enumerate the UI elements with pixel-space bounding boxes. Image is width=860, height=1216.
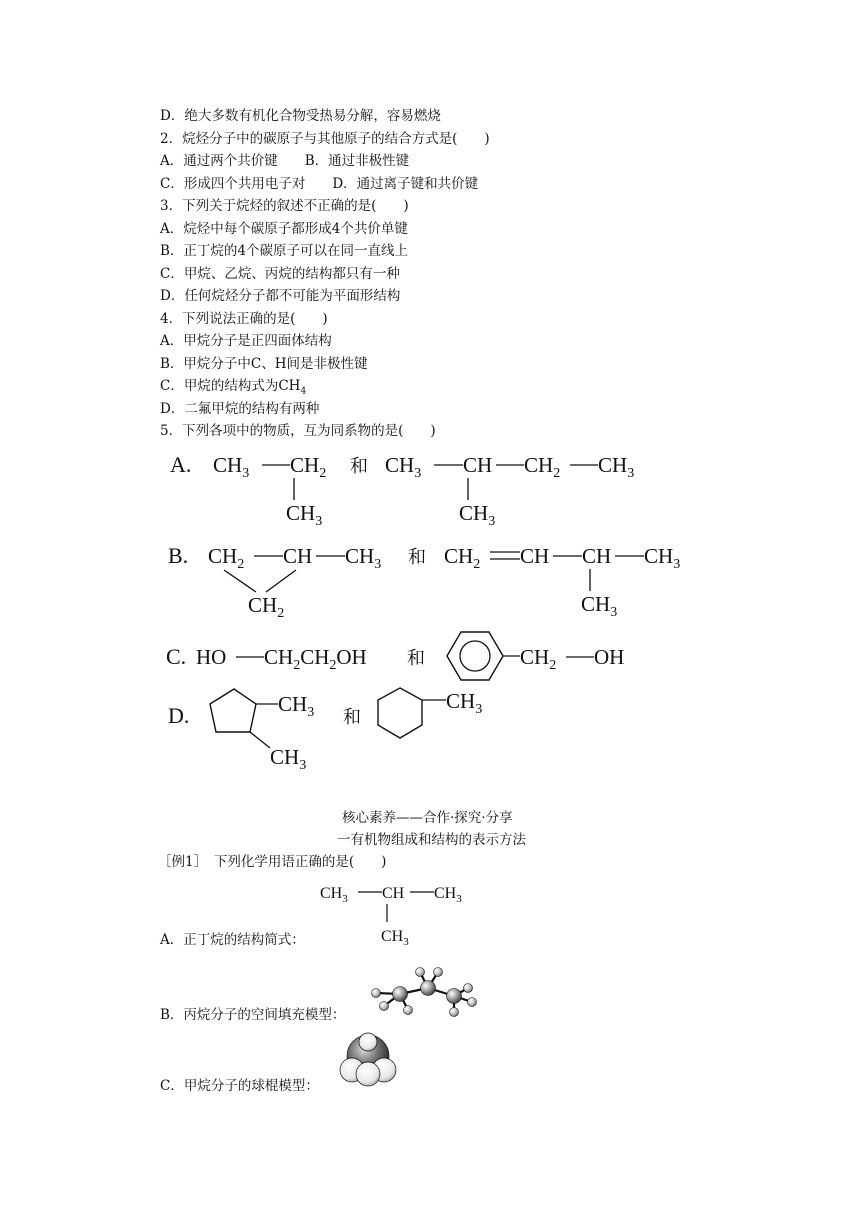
section-title: 核心素养——合作·探究·分享 — [342, 810, 513, 826]
q3-option-c: C．甲烷、乙烷、丙烷的结构都只有一种 — [160, 266, 400, 282]
q2-options-ab: A．通过两个共价键 B．通过非极性键 — [160, 153, 410, 169]
example-option-a: A．正丁烷的结构简式： — [160, 932, 305, 948]
a-he: 和 — [350, 456, 368, 477]
q2-options-cd: C．形成四个共用电子对 D．通过离子键和共价键 — [160, 176, 479, 192]
ex-a-ch3-2: $CH_3$ — [434, 885, 462, 905]
b-ring-ch2-1: $CH_2$ — [208, 544, 245, 572]
section-subtitle: 一有机物组成和结构的表示方法 — [337, 832, 526, 848]
c-right-ch2: $CH_2$ — [520, 645, 557, 673]
c-ho: HO — [196, 645, 227, 669]
example-option-b: B．丙烷分子的空间填充模型： — [160, 1007, 346, 1023]
c-right-oh: OH — [594, 645, 625, 669]
a-right-ch3-1: $CH_3$ — [385, 453, 422, 481]
q4-option-b: B．甲烷分子中C、H间是非极性键 — [160, 356, 368, 372]
c-he: 和 — [407, 648, 425, 669]
a-right-ch: CH — [463, 453, 493, 477]
q5-a-label: A. — [170, 452, 192, 477]
q5-b-label: B. — [168, 543, 189, 568]
q3-option-a: A．烷烃中每个碳原子都形成4个共价单键 — [160, 221, 408, 237]
ex-a-branch-ch3: $CH_3$ — [381, 928, 409, 948]
ex-a-ch: CH — [382, 885, 405, 902]
b-left-ch3: $CH_3$ — [345, 544, 382, 572]
q3-option-d: D．任何烷烃分子都不可能为平面形结构 — [160, 288, 401, 304]
q5-c-label: C. — [166, 644, 187, 669]
a-left-branch-ch3: $CH_3$ — [286, 501, 323, 529]
a-right-branch-ch3: $CH_3$ — [459, 501, 496, 529]
c-ch2ch2oh: $CH_2CH_2OH$ — [264, 645, 367, 673]
a-right-ch3-2: $CH_3$ — [598, 453, 635, 481]
b-right-ch3: $CH_3$ — [644, 544, 681, 572]
a-left-ch3: $CH_3$ — [213, 453, 250, 481]
example-1-stem: ［例1］ 下列化学用语正确的是( ) — [158, 854, 387, 870]
b-right-branch-ch3: $CH_3$ — [581, 592, 618, 620]
d-he: 和 — [343, 707, 361, 728]
question-2: 2．烷烃分子中的碳原子与其他原子的结合方式是( ) — [160, 131, 490, 147]
option-d-q1: D．绝大多数有机化合物受热易分解，容易燃烧 — [160, 108, 441, 124]
b-right-ch-1: CH — [520, 544, 550, 568]
b-ring-ch: CH — [283, 544, 313, 568]
d-left-ch3-2: $CH_3$ — [270, 745, 307, 773]
b-ring-ch2-2: $CH_2$ — [248, 593, 285, 621]
q4-option-d: D．二氟甲烷的结构有两种 — [160, 401, 320, 417]
q5-d-label: D. — [168, 703, 190, 728]
a-left-ch2: $CH_2$ — [290, 453, 327, 481]
question-3: 3．下列关于烷烃的叙述不正确的是( ) — [160, 198, 409, 214]
example-option-c: C．甲烷分子的球棍模型： — [160, 1078, 319, 1094]
q4-option-c: C．甲烷的结构式为$CH_4$ — [160, 378, 307, 397]
b-right-ch2: $CH_2$ — [444, 544, 481, 572]
a-right-ch2: $CH_2$ — [524, 453, 561, 481]
ex-a-ch3-1: $CH_3$ — [320, 885, 348, 905]
b-right-ch-2: CH — [582, 544, 612, 568]
propane-ball-stick-model — [362, 966, 482, 1026]
q3-option-b: B．正丁烷的4个碳原子可以在同一直线上 — [160, 243, 409, 259]
d-right-ch3: $CH_3$ — [446, 689, 483, 717]
d-left-ch3-1: $CH_3$ — [278, 692, 315, 720]
question-4: 4．下列说法正确的是( ) — [160, 311, 328, 327]
b-he: 和 — [408, 547, 426, 568]
q4-option-a: A．甲烷分子是正四面体结构 — [160, 333, 332, 349]
methane-space-filling-model — [336, 1028, 400, 1092]
question-5: 5．下列各项中的物质，互为同系物的是( ) — [160, 423, 436, 439]
